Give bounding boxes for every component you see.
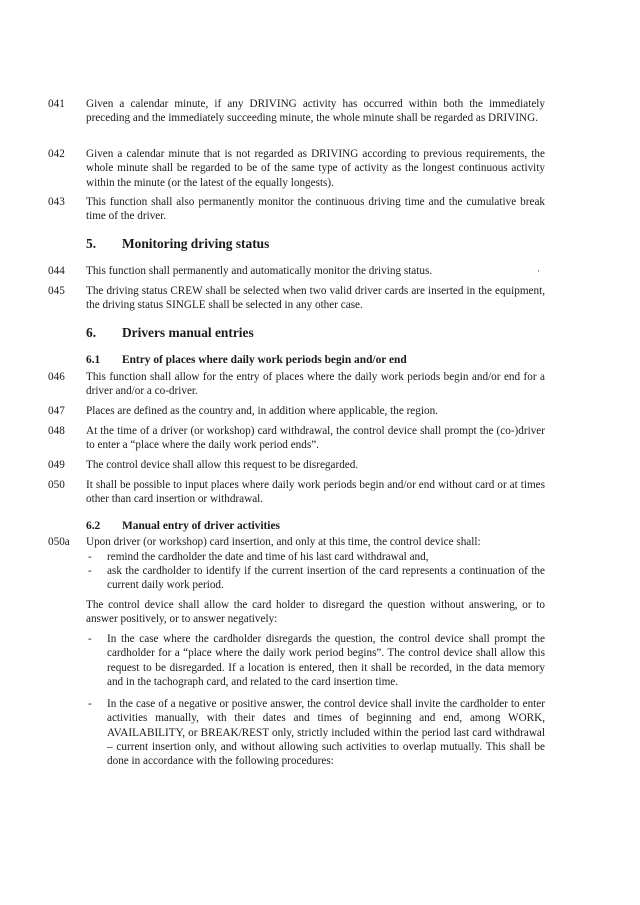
bullet-text: In the case of a negative or positive answer, the control device shall invite the cardholder to enter activities manually, with their dates and times of beginning and end, among WORK, AVAILABILITY, or BREAK/REST only, strictly included within the period last card withdrawal – current insertion only, and without allowing such activities to overlap mutually. This shall be done in accordance with the following procedures: (107, 698, 545, 768)
paragraph-number: 050a (48, 536, 70, 548)
paragraph-number: 043 (48, 196, 65, 208)
paragraph-number: 046 (48, 371, 65, 383)
subsection-heading-6-1 (86, 353, 546, 367)
section-title: Manual entry of driver activities (122, 520, 280, 532)
paragraph-046 (0, 370, 640, 399)
section-heading-6 (86, 325, 546, 341)
paragraph-number: 050 (48, 479, 65, 491)
paragraph-048 (0, 424, 640, 453)
paragraph-number: 048 (48, 425, 65, 437)
bullet-dash: - (88, 633, 92, 645)
paragraph-text: This function shall permanently and automatically monitor the driving status. (86, 265, 433, 277)
paragraph-047 (0, 404, 640, 418)
bullet-item (86, 564, 546, 593)
paragraph-041 (0, 97, 640, 126)
paragraph-050a (0, 535, 640, 549)
paragraph-number: 042 (48, 148, 65, 160)
section-number: 6.1 (86, 354, 101, 366)
paragraph-044 (0, 264, 640, 278)
section-title: Monitoring driving status (122, 236, 270, 251)
paragraph-text: The control device shall allow this request to be disregarded. (86, 459, 359, 471)
section-title: Drivers manual entries (122, 325, 254, 340)
bullet-text: In the case where the cardholder disregards the question, the control device shall prompt the cardholder for a “place where the daily work period begins”. The control device shall allow this request to be disregarded. If a location is entered, then it shall be recorded, in the data memory and in the tachograph card, and related to the card insertion time. (107, 633, 545, 688)
bullet-dash: - (88, 551, 92, 563)
bullet-item (86, 550, 546, 564)
bullet-text: ask the cardholder to identify if the current insertion of the card represents a continuation of the current daily work period. (107, 565, 545, 592)
section-number: 6. (86, 325, 97, 340)
paragraph-text: It shall be possible to input places where daily work periods begin and/or end without card or at times other than card insertion or withdrawal. (86, 479, 545, 506)
paragraph-text: The driving status CREW shall be selected when two valid driver cards are inserted in the equipment, the driving status SINGLE shall be selected in any other case. (86, 285, 545, 312)
paragraph-045 (0, 284, 640, 313)
bullet-item (86, 632, 546, 689)
paragraph-number: 045 (48, 285, 65, 297)
paragraph-text: The control device shall allow the card holder to disregard the question without answering, or to answer positively, or to answer negatively: (86, 599, 545, 626)
paragraph-049 (0, 458, 640, 472)
paragraph-043 (0, 195, 640, 224)
bullet-dash: - (88, 565, 92, 577)
subsection-heading-6-2 (86, 519, 546, 533)
bullet-dash: - (88, 698, 92, 710)
paragraph-number: 047 (48, 405, 65, 417)
paragraph-number: 041 (48, 98, 65, 110)
paragraph-text: This function shall also permanently monitor the continuous driving time and the cumulative break time of the driver. (86, 196, 545, 223)
paragraph-042 (0, 147, 640, 190)
bullet-text: remind the cardholder the date and time of his last card withdrawal and, (107, 551, 429, 563)
paragraph-number: 049 (48, 459, 65, 471)
paragraph-text: This function shall allow for the entry of places where the daily work periods begin and/or end for a driver and/or a co-driver. (86, 371, 545, 398)
paragraph-text: Upon driver (or workshop) card insertion, and only at this time, the control device shall: (86, 536, 481, 548)
paragraph-text: Given a calendar minute that is not regarded as DRIVING according to previous requirements, the whole minute shall be regarded to be of the same type of activity as the longest continuous activity within the minute (or the latest of the equally longests). (86, 148, 545, 189)
paragraph-number: 044 (48, 265, 65, 277)
paragraph-disregard (0, 598, 640, 627)
paragraph-text: Given a calendar minute, if any DRIVING activity has occurred within both the immediately preceding and the immediately succeeding minute, the whole minute shall be regarded as DRIVING. (86, 98, 545, 125)
section-number: 5. (86, 236, 97, 251)
section-heading-5 (86, 236, 546, 252)
section-number: 6.2 (86, 520, 101, 532)
paragraph-text: Places are defined as the country and, in addition where applicable, the region. (86, 405, 438, 417)
bullet-item (86, 697, 546, 768)
section-title: Entry of places where daily work periods begin and/or end (122, 354, 407, 366)
stray-mark: · (537, 266, 540, 276)
paragraph-text: At the time of a driver (or workshop) card withdrawal, the control device shall prompt the (co-)driver to enter a “place where the daily work period ends”. (86, 425, 545, 452)
paragraph-050 (0, 478, 640, 507)
